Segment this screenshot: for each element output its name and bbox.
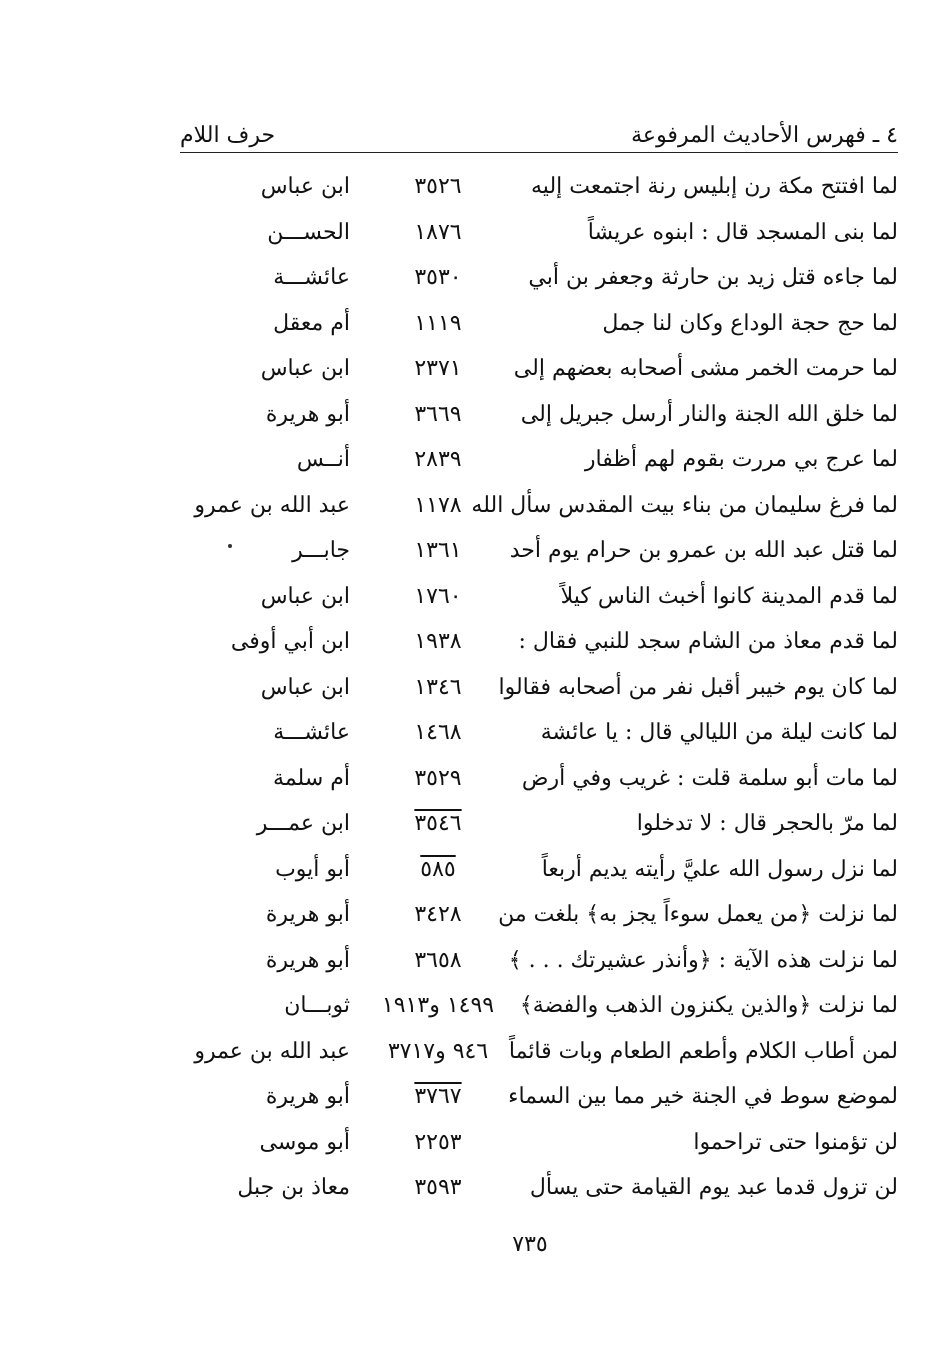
index-row (180, 853, 898, 899)
narrator-name: عبد الله بن عمرو (194, 492, 350, 518)
narrator-name: أبو هريرة (265, 947, 350, 973)
running-header (180, 108, 898, 148)
hadith-number: ٣٥٢٩ (414, 765, 462, 791)
hadith-number: ٣٥٣٠ (414, 265, 462, 290)
hadith-number: ١٨٧٦ (414, 219, 462, 245)
hadith-text: لما حج حجة الوداع وكان لنا جمل (602, 310, 898, 336)
narrator-name: عائشـــة (273, 720, 350, 745)
index-row (180, 625, 898, 671)
hadith-text: لموضع سوط في الجنة خير مما بين السماء (508, 1084, 898, 1109)
hadith-text: لما عرج بي مررت بقوم لهم أظفار (584, 447, 898, 472)
hadith-number: ٣٥٤٦ (414, 811, 462, 836)
index-row (180, 534, 898, 580)
index-row (180, 671, 898, 717)
narrator-name: أم سلمة (273, 765, 350, 791)
narrator-name: ابن عباس (260, 674, 350, 700)
hadith-text: لما حرمت الخمر مشى أصحابه بعضهم إلى (513, 356, 898, 381)
hadith-number: ١٣٤٦ (414, 674, 462, 700)
narrator-name: معاذ بن جبل (237, 1175, 350, 1200)
hadith-text: لما نزلت هذه الآية : ﴿وأنذر عشيرتك . . . ﴾ (508, 947, 898, 973)
index-row (180, 261, 898, 307)
index-row (180, 944, 898, 990)
hadith-number: ٣٧٦٧ (414, 1084, 462, 1109)
hadith-number: ١٤٦٨ (414, 720, 462, 745)
hadith-text: لما فرغ سليمان من بناء بيت المقدس سأل الله (471, 492, 898, 518)
hadith-number: ٩٤٦ و٣٧١٧ (387, 1038, 489, 1064)
hadith-text: لما نزلت ﴿والذين يكنزون الذهب والفضة﴾ (519, 993, 898, 1018)
index-row (180, 1171, 898, 1217)
hadith-number: ٢٢٥٣ (414, 1129, 462, 1155)
narrator-name: أبو أيوب (275, 856, 350, 882)
hadith-number: ٢٨٣٩ (414, 447, 462, 472)
hadith-number: ٥٨٥ (420, 856, 456, 882)
scan-speck (228, 544, 232, 548)
index-row (180, 398, 898, 444)
hadith-text: لما قدم المدينة كانوا أخبث الناس كيلاً (560, 583, 898, 609)
narrator-name: ابن أبي أوفى (230, 629, 350, 654)
narrator-name: أم معقل (273, 310, 350, 336)
index-row (180, 1080, 898, 1126)
narrator-name: أبو هريرة (265, 902, 350, 927)
hadith-text: لما قدم معاذ من الشام سجد للنبي فقال : (518, 629, 898, 654)
hadith-number: ٣٥٩٣ (414, 1175, 462, 1200)
narrator-name: ثوبـــان (284, 993, 350, 1018)
narrator-name: أبو موسى (259, 1129, 350, 1155)
index-row (180, 216, 898, 262)
index-row (180, 762, 898, 808)
hadith-number: ١٧٦٠ (414, 583, 462, 609)
index-row (180, 989, 898, 1035)
header-divider (180, 152, 898, 153)
narrator-name: الحســـن (267, 219, 350, 245)
hadith-number: ١٤٩٩ و١٩١٣ (381, 993, 495, 1018)
hadith-text: لن تؤمنوا حتى تراحموا (693, 1129, 898, 1155)
index-row (180, 807, 898, 853)
hadith-text: لن تزول قدما عبد يوم القيامة حتى يسأل (529, 1175, 898, 1200)
index-row (180, 898, 898, 944)
hadith-text: لما نزل رسول الله عليَّ رأيته يديم أربعاً (541, 856, 898, 882)
index-row (180, 443, 898, 489)
narrator-name: ابن عمـــر (256, 811, 350, 836)
index-row (180, 170, 898, 216)
hadith-text: لما كان يوم خيبر أقبل نفر من أصحابه فقالوا (498, 674, 898, 700)
narrator-name: أنــس (296, 447, 350, 472)
hadith-number: ٣٤٢٨ (414, 902, 462, 927)
hadith-number: ١١٧٨ (414, 492, 462, 518)
narrator-name: ابن عباس (260, 583, 350, 609)
section-title: ٤ ـ فهرس الأحاديث المرفوعة (631, 123, 898, 148)
hadith-number: ٣٥٢٦ (414, 174, 462, 199)
index-row (180, 716, 898, 762)
index-row (180, 489, 898, 535)
hadith-text: لما افتتح مكة رن إبليس رنة اجتمعت إليه (531, 174, 898, 199)
hadith-number: ١٩٣٨ (414, 629, 462, 654)
hadith-text: لما جاءه قتل زيد بن حارثة وجعفر بن أبي (528, 265, 898, 290)
hadith-number: ١٣٦١ (414, 538, 462, 563)
hadith-text: لما خلق الله الجنة والنار أرسل جبريل إلى (520, 401, 898, 427)
hadith-number: ٣٦٦٩ (414, 401, 462, 427)
hadith-text: لما مات أبو سلمة قلت : غريب وفي أرض (521, 765, 898, 791)
narrator-name: عبد الله بن عمرو (194, 1038, 350, 1064)
index-row (180, 580, 898, 626)
hadith-index-list (180, 170, 898, 1217)
hadith-text: لمن أطاب الكلام وأطعم الطعام وبات قائماً (508, 1038, 898, 1064)
narrator-name: ابن عباس (260, 174, 350, 199)
hadith-text: لما بنى المسجد قال : ابنوه عريشاً (587, 219, 898, 245)
hadith-text: لما نزلت ﴿من يعمل سوءاً يجز به﴾ بلغت من (498, 902, 898, 927)
index-row (180, 1126, 898, 1172)
page-number: ٧٣٥ (512, 1232, 548, 1257)
hadith-number: ٢٣٧١ (414, 356, 462, 381)
index-row (180, 352, 898, 398)
narrator-name: أبو هريرة (265, 1084, 350, 1109)
hadith-text: لما كانت ليلة من الليالي قال : يا عائشة (540, 720, 898, 745)
hadith-text: لما مرّ بالحجر قال : لا تدخلوا (636, 811, 898, 836)
hadith-text: لما قتل عبد الله بن عمرو بن حرام يوم أحد (509, 538, 898, 563)
hadith-number: ٣٦٥٨ (414, 947, 462, 973)
narrator-name: ابن عباس (260, 356, 350, 381)
hadith-number: ١١١٩ (414, 310, 462, 336)
index-row (180, 1035, 898, 1081)
narrator-name: جابـــر (292, 538, 350, 563)
narrator-name: أبو هريرة (265, 401, 350, 427)
chapter-title: حرف اللام (180, 123, 276, 148)
narrator-name: عائشـــة (273, 265, 350, 290)
index-row (180, 307, 898, 353)
